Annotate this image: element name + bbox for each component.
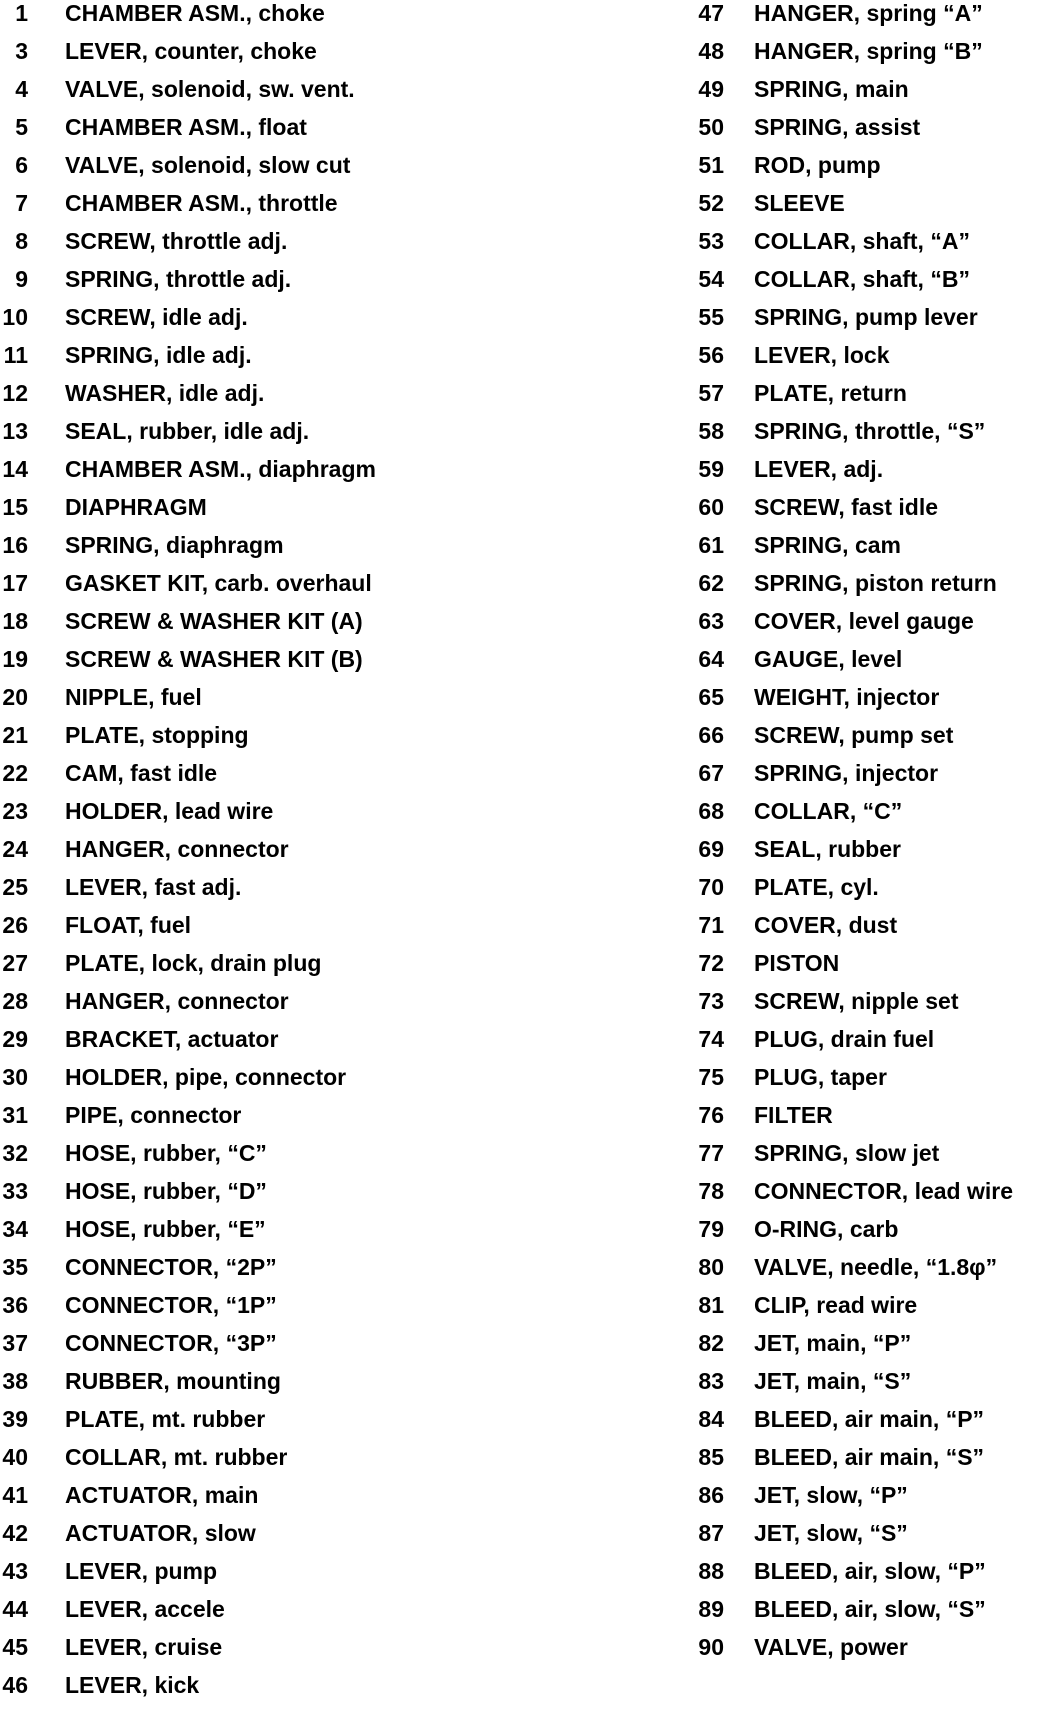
- part-number: 36: [2, 1292, 28, 1318]
- part-number: 87: [698, 1520, 724, 1546]
- part-number: 9: [15, 266, 28, 292]
- part-description: BLEED, air, slow, “P”: [754, 1558, 986, 1584]
- part-row: [0, 646, 560, 684]
- part-description: SCREW & WASHER KIT (A): [65, 608, 363, 634]
- part-number: 8: [15, 228, 28, 254]
- part-row: [0, 532, 560, 570]
- part-description: HANGER, spring “A”: [754, 0, 983, 26]
- part-description: SCREW, fast idle: [754, 494, 939, 520]
- part-number: 6: [15, 152, 28, 178]
- part-number: 68: [698, 798, 724, 824]
- part-number: 35: [2, 1254, 28, 1280]
- part-row: [0, 190, 560, 228]
- part-row: [0, 380, 560, 418]
- part-number: 37: [2, 1330, 28, 1356]
- part-row: [690, 342, 1056, 380]
- part-row: [690, 684, 1056, 722]
- part-number: 47: [698, 0, 724, 26]
- part-row: [0, 152, 560, 190]
- part-description: PLUG, taper: [754, 1064, 887, 1090]
- part-description: FLOAT, fuel: [65, 912, 192, 938]
- part-number: 54: [698, 266, 724, 292]
- part-row: [690, 418, 1056, 456]
- part-description: FILTER: [754, 1102, 833, 1128]
- parts-column-right: [690, 0, 1056, 1672]
- part-description: GASKET KIT, carb. overhaul: [65, 570, 372, 596]
- part-description: SEAL, rubber, idle adj.: [65, 418, 310, 444]
- part-row: [0, 1368, 560, 1406]
- part-number: 49: [698, 76, 724, 102]
- part-description: PLATE, cyl.: [754, 874, 879, 900]
- part-number: 4: [15, 76, 28, 102]
- part-number: 57: [698, 380, 724, 406]
- part-number: 90: [698, 1634, 724, 1660]
- part-number: 23: [2, 798, 28, 824]
- part-row: [690, 1368, 1056, 1406]
- part-description: COVER, dust: [754, 912, 898, 938]
- part-number: 10: [2, 304, 28, 330]
- part-description: COVER, level gauge: [754, 608, 974, 634]
- part-number: 40: [2, 1444, 28, 1470]
- part-row: [0, 76, 560, 114]
- part-number: 67: [698, 760, 724, 786]
- part-description: HOSE, rubber, “E”: [65, 1216, 266, 1242]
- part-number: 74: [698, 1026, 724, 1052]
- part-number: 18: [2, 608, 28, 634]
- part-row: [690, 912, 1056, 950]
- part-row: [690, 494, 1056, 532]
- part-number: 12: [2, 380, 28, 406]
- part-number: 62: [698, 570, 724, 596]
- part-row: [0, 988, 560, 1026]
- part-number: 34: [2, 1216, 28, 1242]
- part-description: ACTUATOR, slow: [65, 1520, 256, 1546]
- part-number: 59: [698, 456, 724, 482]
- part-description: JET, slow, “S”: [754, 1520, 908, 1546]
- part-description: PISTON: [754, 950, 840, 976]
- part-number: 11: [3, 342, 28, 368]
- part-number: 21: [2, 722, 28, 748]
- part-description: LEVER, lock: [754, 342, 890, 368]
- part-description: SLEEVE: [754, 190, 845, 216]
- part-description: COLLAR, shaft, “B”: [754, 266, 970, 292]
- part-number: 81: [698, 1292, 724, 1318]
- part-row: [690, 836, 1056, 874]
- part-row: [690, 0, 1056, 38]
- part-row: [0, 1596, 560, 1634]
- part-row: [690, 532, 1056, 570]
- part-number: 75: [698, 1064, 724, 1090]
- part-description: CONNECTOR, “2P”: [65, 1254, 277, 1280]
- part-number: 88: [698, 1558, 724, 1584]
- part-description: PLATE, return: [754, 380, 907, 406]
- part-description: BLEED, air, slow, “S”: [754, 1596, 986, 1622]
- part-description: SPRING, cam: [754, 532, 901, 558]
- part-description: LEVER, adj.: [754, 456, 884, 482]
- part-row: [0, 1634, 560, 1672]
- part-description: JET, main, “P”: [754, 1330, 912, 1356]
- part-description: CAM, fast idle: [65, 760, 218, 786]
- part-number: 61: [698, 532, 724, 558]
- part-row: [690, 1254, 1056, 1292]
- part-row: [0, 798, 560, 836]
- part-description: BLEED, air main, “S”: [754, 1444, 985, 1470]
- part-description: LEVER, pump: [65, 1558, 218, 1584]
- part-description: NIPPLE, fuel: [65, 684, 202, 710]
- part-description: SPRING, slow jet: [754, 1140, 940, 1166]
- part-number: 33: [2, 1178, 28, 1204]
- part-row: [690, 1026, 1056, 1064]
- part-description: JET, slow, “P”: [754, 1482, 908, 1508]
- part-description: SCREW, pump set: [754, 722, 954, 748]
- part-number: 24: [2, 836, 28, 862]
- part-number: 78: [698, 1178, 724, 1204]
- part-row: [0, 1330, 560, 1368]
- part-row: [690, 1634, 1056, 1672]
- part-row: [0, 1406, 560, 1444]
- part-number: 7: [15, 190, 28, 216]
- part-description: SCREW & WASHER KIT (B): [65, 646, 363, 672]
- part-description: HOSE, rubber, “D”: [65, 1178, 267, 1204]
- part-number: 80: [698, 1254, 724, 1280]
- part-number: 30: [2, 1064, 28, 1090]
- part-description: ACTUATOR, main: [65, 1482, 259, 1508]
- part-row: [0, 684, 560, 722]
- part-row: [690, 1520, 1056, 1558]
- part-row: [0, 608, 560, 646]
- part-number: 65: [698, 684, 724, 710]
- part-number: 50: [698, 114, 724, 140]
- part-description: PLATE, stopping: [65, 722, 249, 748]
- part-description: SCREW, nipple set: [754, 988, 959, 1014]
- part-row: [0, 114, 560, 152]
- part-description: SPRING, piston return: [754, 570, 997, 596]
- part-description: O-RING, carb: [754, 1216, 899, 1242]
- part-row: [0, 1254, 560, 1292]
- part-description: SPRING, idle adj.: [65, 342, 252, 368]
- part-description: CHAMBER ASM., float: [65, 114, 307, 140]
- part-row: [690, 1292, 1056, 1330]
- part-row: [0, 874, 560, 912]
- part-row: [690, 1178, 1056, 1216]
- part-number: 1: [15, 0, 28, 26]
- part-number: 55: [698, 304, 724, 330]
- part-number: 31: [2, 1102, 28, 1128]
- part-description: CONNECTOR, lead wire: [754, 1178, 1014, 1204]
- part-number: 17: [2, 570, 28, 596]
- part-row: [0, 1444, 560, 1482]
- part-description: HANGER, spring “B”: [754, 38, 983, 64]
- part-number: 45: [2, 1634, 28, 1660]
- part-description: HOLDER, pipe, connector: [65, 1064, 347, 1090]
- part-row: [690, 1406, 1056, 1444]
- part-number: 64: [698, 646, 724, 672]
- part-number: 89: [698, 1596, 724, 1622]
- part-description: CHAMBER ASM., diaphragm: [65, 456, 376, 482]
- part-description: SPRING, main: [754, 76, 909, 102]
- part-description: JET, main, “S”: [754, 1368, 912, 1394]
- part-number: 43: [2, 1558, 28, 1584]
- part-row: [690, 1064, 1056, 1102]
- part-number: 71: [698, 912, 724, 938]
- part-number: 28: [2, 988, 28, 1014]
- part-row: [690, 760, 1056, 798]
- part-description: LEVER, kick: [65, 1672, 200, 1698]
- part-row: [0, 266, 560, 304]
- part-description: COLLAR, shaft, “A”: [754, 228, 970, 254]
- part-number: 16: [2, 532, 28, 558]
- part-number: 14: [2, 456, 28, 482]
- part-description: WASHER, idle adj.: [65, 380, 265, 406]
- part-description: HANGER, connector: [65, 836, 289, 862]
- part-description: CHAMBER ASM., throttle: [65, 190, 338, 216]
- part-description: LEVER, fast adj.: [65, 874, 242, 900]
- part-description: CONNECTOR, “1P”: [65, 1292, 277, 1318]
- part-row: [0, 722, 560, 760]
- part-number: 72: [698, 950, 724, 976]
- part-number: 51: [698, 152, 724, 178]
- part-number: 56: [698, 342, 724, 368]
- part-row: [690, 190, 1056, 228]
- part-description: PLATE, mt. rubber: [65, 1406, 266, 1432]
- part-number: 32: [2, 1140, 28, 1166]
- part-number: 39: [2, 1406, 28, 1432]
- part-description: LEVER, counter, choke: [65, 38, 317, 64]
- part-number: 70: [698, 874, 724, 900]
- part-number: 86: [698, 1482, 724, 1508]
- part-row: [0, 342, 560, 380]
- part-row: [690, 570, 1056, 608]
- part-row: [0, 418, 560, 456]
- part-row: [0, 836, 560, 874]
- part-row: [0, 456, 560, 494]
- part-row: [690, 798, 1056, 836]
- part-description: SPRING, diaphragm: [65, 532, 284, 558]
- part-description: VALVE, solenoid, slow cut: [65, 152, 351, 178]
- part-number: 5: [15, 114, 28, 140]
- part-row: [690, 1482, 1056, 1520]
- part-number: 85: [698, 1444, 724, 1470]
- part-description: SCREW, throttle adj.: [65, 228, 288, 254]
- part-number: 29: [2, 1026, 28, 1052]
- part-row: [0, 494, 560, 532]
- part-row: [690, 76, 1056, 114]
- part-description: VALVE, solenoid, sw. vent.: [65, 76, 355, 102]
- part-number: 60: [698, 494, 724, 520]
- part-number: 22: [2, 760, 28, 786]
- part-number: 73: [698, 988, 724, 1014]
- part-number: 25: [2, 874, 28, 900]
- part-row: [0, 1102, 560, 1140]
- part-row: [690, 152, 1056, 190]
- part-description: SCREW, idle adj.: [65, 304, 248, 330]
- part-description: SPRING, pump lever: [754, 304, 978, 330]
- part-number: 3: [15, 38, 28, 64]
- part-number: 48: [698, 38, 724, 64]
- part-row: [690, 380, 1056, 418]
- part-number: 13: [2, 418, 28, 444]
- part-description: COLLAR, “C”: [754, 798, 903, 824]
- part-number: 38: [2, 1368, 28, 1394]
- part-number: 82: [698, 1330, 724, 1356]
- part-row: [0, 760, 560, 798]
- part-number: 41: [2, 1482, 28, 1508]
- part-row: [0, 1520, 560, 1558]
- part-description: BLEED, air main, “P”: [754, 1406, 985, 1432]
- part-description: CLIP, read wire: [754, 1292, 918, 1318]
- part-description: RUBBER, mounting: [65, 1368, 281, 1394]
- part-number: 77: [698, 1140, 724, 1166]
- part-number: 27: [2, 950, 28, 976]
- part-row: [690, 988, 1056, 1026]
- part-description: SPRING, assist: [754, 114, 921, 140]
- part-row: [0, 912, 560, 950]
- part-row: [690, 1444, 1056, 1482]
- part-number: 44: [2, 1596, 28, 1622]
- part-description: GAUGE, level: [754, 646, 903, 672]
- part-row: [690, 722, 1056, 760]
- part-description: CONNECTOR, “3P”: [65, 1330, 277, 1356]
- part-row: [690, 114, 1056, 152]
- part-row: [690, 266, 1056, 304]
- part-description: LEVER, cruise: [65, 1634, 223, 1660]
- part-description: PIPE, connector: [65, 1102, 242, 1128]
- part-number: 20: [2, 684, 28, 710]
- part-row: [690, 1558, 1056, 1596]
- part-number: 53: [698, 228, 724, 254]
- part-row: [0, 304, 560, 342]
- part-row: [0, 1140, 560, 1178]
- part-number: 66: [698, 722, 724, 748]
- part-row: [690, 1216, 1056, 1254]
- part-description: BRACKET, actuator: [65, 1026, 279, 1052]
- part-description: SPRING, injector: [754, 760, 939, 786]
- part-description: SPRING, throttle adj.: [65, 266, 292, 292]
- part-row: [0, 0, 560, 38]
- part-description: ROD, pump: [754, 152, 881, 178]
- part-row: [690, 950, 1056, 988]
- part-number: 52: [698, 190, 724, 216]
- part-row: [690, 1140, 1056, 1178]
- part-description: PLATE, lock, drain plug: [65, 950, 322, 976]
- part-number: 76: [698, 1102, 724, 1128]
- part-number: 69: [698, 836, 724, 862]
- part-description: SPRING, throttle, “S”: [754, 418, 986, 444]
- part-row: [690, 1596, 1056, 1634]
- part-row: [0, 1178, 560, 1216]
- part-number: 83: [698, 1368, 724, 1394]
- part-description: DIAPHRAGM: [65, 494, 207, 520]
- part-number: 15: [2, 494, 28, 520]
- part-row: [0, 950, 560, 988]
- part-number: 46: [2, 1672, 28, 1698]
- part-row: [690, 608, 1056, 646]
- part-row: [0, 1672, 560, 1710]
- part-description: WEIGHT, injector: [754, 684, 940, 710]
- part-number: 58: [698, 418, 724, 444]
- part-row: [690, 456, 1056, 494]
- part-row: [690, 1102, 1056, 1140]
- part-description: CHAMBER ASM., choke: [65, 0, 325, 26]
- part-row: [0, 570, 560, 608]
- part-row: [690, 38, 1056, 76]
- part-description: COLLAR, mt. rubber: [65, 1444, 288, 1470]
- part-description: LEVER, accele: [65, 1596, 225, 1622]
- part-row: [0, 1064, 560, 1102]
- part-number: 42: [2, 1520, 28, 1546]
- part-number: 19: [2, 646, 28, 672]
- part-description: PLUG, drain fuel: [754, 1026, 935, 1052]
- part-row: [690, 646, 1056, 684]
- part-description: HOLDER, lead wire: [65, 798, 274, 824]
- part-row: [0, 1216, 560, 1254]
- part-description: HOSE, rubber, “C”: [65, 1140, 267, 1166]
- part-row: [690, 874, 1056, 912]
- part-number: 84: [698, 1406, 724, 1432]
- part-row: [0, 1292, 560, 1330]
- part-row: [0, 38, 560, 76]
- part-row: [0, 1482, 560, 1520]
- part-row: [0, 1558, 560, 1596]
- part-number: 79: [698, 1216, 724, 1242]
- part-row: [0, 228, 560, 266]
- part-row: [690, 1330, 1056, 1368]
- part-number: 63: [698, 608, 724, 634]
- part-description: VALVE, power: [754, 1634, 908, 1660]
- part-row: [0, 1026, 560, 1064]
- part-description: VALVE, needle, “1.8φ”: [754, 1254, 998, 1280]
- part-description: SEAL, rubber: [754, 836, 901, 862]
- part-number: 26: [2, 912, 28, 938]
- part-description: HANGER, connector: [65, 988, 289, 1014]
- part-row: [690, 304, 1056, 342]
- part-row: [690, 228, 1056, 266]
